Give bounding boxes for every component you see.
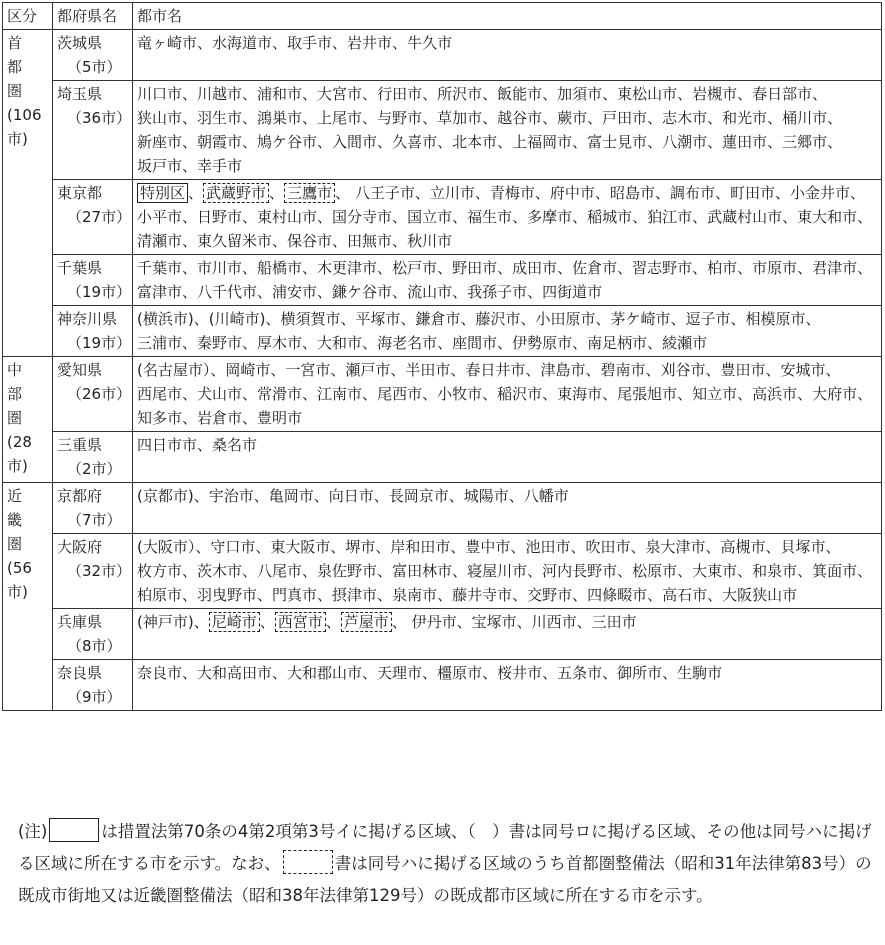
city-name: 座間市、 [452,334,513,352]
prefecture-cell [53,534,133,609]
city-name: 飯能市、 [497,85,558,103]
boxed-city [284,183,350,203]
city-name: 門真市、 [272,586,333,604]
city-name: 富田林市、 [392,562,468,580]
prefecture-count: （2市） [67,460,122,478]
city-name: 厚木市、 [257,334,318,352]
city-name: 大阪狭山市 [722,586,798,604]
city-name: 市川市、 [197,259,258,277]
city-name: 清瀬市、 [137,232,198,250]
city-name: 藤沢市、 [475,310,536,328]
city-name: 大和市、 [317,334,378,352]
cities-cell [133,180,882,255]
city-name: 越谷市、 [497,109,558,127]
dashed-boxed-city-name: 武蔵野市 [203,183,269,203]
city-name: 羽生市、 [197,109,258,127]
boxed-city [341,612,407,632]
cities-cell [133,357,882,432]
city-separator: 、 [259,613,275,631]
cities-cell [133,660,882,711]
city-name: 貝塚市、 [780,538,841,556]
city-name: 東久留米市、 [197,232,288,250]
city-separator: 、 [391,613,407,631]
city-name: 野田市、 [452,259,513,277]
city-name: 大和郡山市、 [287,664,378,682]
region-label: 首 都 圏 (106 市) [7,34,42,148]
city-name: 浦和市、 [257,85,318,103]
city-name: 枚方市、 [137,562,198,580]
dashed-box-legend-icon [283,850,333,874]
city-name: 戸田市、 [602,109,663,127]
city-name: 国立市、 [407,208,468,226]
city-name: 岸和田市、 [390,538,466,556]
note-part2: 書は同号ハに掲げる区域のうち首都圏整備法（昭和31年法律第83号）の既成市街地又は近畿圏整備法（昭和38年法律第129号）の既成都市区域に所在する市を示す。 [18,854,872,905]
prefecture-name: 三重県 [57,436,103,454]
prefecture-name: 茨城県 [57,34,103,52]
city-name: 高浜市、 [752,385,813,403]
city-name: 市原市、 [752,259,813,277]
city-name: (川崎市)、 [208,310,281,328]
prefecture-count: （32市） [67,562,132,580]
city-name: 小平市、 [137,208,198,226]
city-name: 坂戸市、 [137,157,198,175]
city-name: 生駒市 [677,664,723,682]
city-name: 千葉市、 [137,259,198,277]
city-name: 牛久市 [407,34,453,52]
city-name: 和光市、 [722,109,783,127]
city-name: 豊明市 [257,409,303,427]
city-name: 寝屋川市、 [467,562,543,580]
region-label: 近 畿 圏 (56 市) [7,487,32,601]
city-name: 羽曳野市、 [197,586,273,604]
city-name: 常滑市、 [257,385,318,403]
city-name: 岡崎市、 [225,361,286,379]
city-name: 吹田市、 [585,538,646,556]
city-name: 向日市、 [328,487,389,505]
city-separator: 、 [269,184,285,202]
table-row [3,306,882,357]
city-name: 田無市、 [347,232,408,250]
region-cell [3,30,53,357]
city-name: 我孫子市、 [467,283,543,301]
table-row [3,534,882,609]
city-name: 東松山市、 [617,85,693,103]
prefecture-count: （19市） [67,334,132,352]
city-name: 西尾市、 [137,385,198,403]
region-cell [3,357,53,483]
city-name: 八潮市、 [662,133,723,151]
city-name: 草加市、 [437,109,498,127]
prefecture-count: （7市） [67,511,122,529]
city-name: 鴻巣市、 [257,109,318,127]
city-name: 刈谷市、 [660,361,721,379]
city-separator: 、 [325,613,341,631]
prefecture-cell [53,180,133,255]
city-name: 瀬戸市、 [345,361,406,379]
city-name: 福生市、 [467,208,528,226]
city-name: 大宮市、 [317,85,378,103]
city-name: 宝塚市、 [471,613,532,631]
prefecture-cell [53,306,133,357]
city-name: 和泉市、 [752,562,813,580]
city-name: 四日市市、 [137,436,213,454]
table-row [3,609,882,660]
city-name: 泉大津市、 [645,538,721,556]
city-name: 狛江市、 [647,208,708,226]
city-name: 尾西市、 [377,385,438,403]
city-name: 日野市、 [197,208,258,226]
city-name: 一宮市、 [285,361,346,379]
city-name: 柏市、 [707,259,753,277]
city-name: 相模原市、 [745,310,821,328]
cities-cell [133,306,882,357]
city-name: 朝霞市、 [197,133,258,151]
city-name: 青梅市、 [489,184,550,202]
cities-table [2,2,882,711]
prefecture-count: （36市） [67,109,132,127]
city-separator: 、 [335,184,351,202]
city-name: 亀岡市、 [268,487,329,505]
city-name: 柏原市、 [137,586,198,604]
city-name: 八王子市、 [354,184,430,202]
header-row [3,3,882,30]
city-name: 入間市、 [332,133,393,151]
cities-cell [133,534,882,609]
city-name: 八尾市、 [257,562,318,580]
table-row [3,483,882,534]
city-name: 奈良市、 [137,664,198,682]
city-name: 平塚市、 [355,310,416,328]
city-name: 川越市、 [197,85,258,103]
prefecture-name: 神奈川県 [57,310,118,328]
prefecture-count: （9市） [67,688,122,706]
prefecture-cell [53,81,133,180]
city-name: 幸手市 [197,157,243,175]
prefecture-count: （8市） [67,637,122,655]
cities-cell [133,483,882,534]
city-name: 取手市、 [287,34,348,52]
prefecture-name: 奈良県 [57,664,103,682]
cities-cell [133,81,882,180]
city-name: 犬山市、 [197,385,258,403]
city-name: 水海道市、 [212,34,288,52]
note-prefix: (注) [18,822,48,841]
city-name: 東村山市、 [257,208,333,226]
city-name: 藤井寺市、 [452,586,528,604]
prefecture-name: 埼玉県 [57,85,103,103]
city-name: 交野市、 [527,586,588,604]
prefecture-count: （26市） [67,385,132,403]
city-name: 町田市、 [729,184,790,202]
city-name: 富津市、 [137,283,198,301]
city-name: 知多市、 [137,409,198,427]
city-name: 東大和市、 [797,208,873,226]
city-name: 東大阪市、 [270,538,346,556]
city-name: 鎌倉市、 [415,310,476,328]
city-name: 桶川市、 [782,109,843,127]
prefecture-cell [53,483,133,534]
boxed-city [203,183,284,203]
city-name: 逗子市、 [685,310,746,328]
city-name: 松戸市、 [392,259,453,277]
city-name: 伊丹市、 [411,613,472,631]
table-row [3,30,882,81]
city-name: 武蔵村山市、 [707,208,798,226]
city-name: 久喜市、 [392,133,453,151]
dashed-boxed-city-name: 三鷹市 [284,183,335,203]
prefecture-cell [53,30,133,81]
city-name: 春日部市、 [752,85,828,103]
city-name: 安城市、 [780,361,841,379]
solid-box-legend-icon [49,818,99,842]
prefecture-cell [53,432,133,483]
prefecture-count: （27市） [67,208,132,226]
table-row [3,255,882,306]
city-name: 八千代市、 [197,283,273,301]
prefecture-cell [53,255,133,306]
city-name: 習志野市、 [632,259,708,277]
city-name: (名古屋市）、 [137,361,226,379]
city-name: 鳩ケ谷市、 [257,133,333,151]
prefecture-name: 東京都 [57,184,103,202]
city-name: 松原市、 [632,562,693,580]
city-name: 伊勢原市、 [512,334,588,352]
city-name: 城陽市、 [463,487,524,505]
table-row [3,660,882,711]
city-name: 与野市、 [377,109,438,127]
note-part1: は措置法第70条の4第2項第3号イに掲げる区域、（ ）書は同号ロに掲げる区域、その他は同号ハに掲げる区域に所在する市を示す。なお、 [18,822,872,873]
city-name: 昭島市、 [609,184,670,202]
city-name: 秦野市、 [197,334,258,352]
city-name: 宇治市、 [208,487,269,505]
city-name: 高槻市、 [720,538,781,556]
city-name: 君津市、 [812,259,873,277]
city-name: 小牧市、 [437,385,498,403]
city-name: 調布市、 [669,184,730,202]
city-name: 河内長野市、 [542,562,633,580]
city-name: 国分寺市、 [332,208,408,226]
solid-boxed-city-name: 特別区 [137,183,188,203]
table-row [3,81,882,180]
city-name: 鎌ケ谷市、 [332,283,408,301]
city-name: 志木市、 [662,109,723,127]
dashed-boxed-city-name: 尼崎市 [209,612,260,632]
city-name: 茨木市、 [197,562,258,580]
city-name: 稲沢市、 [497,385,558,403]
city-name: 桑名市 [212,436,258,454]
city-name: 流山市、 [407,283,468,301]
city-name: 府中市、 [549,184,610,202]
city-name: 立川市、 [429,184,490,202]
city-name: 三田市 [591,613,637,631]
prefecture-cell [53,357,133,432]
city-name: 長岡京市、 [388,487,464,505]
prefecture-name: 兵庫県 [57,613,103,631]
city-name: 北本市、 [452,133,513,151]
table-row [3,180,882,255]
city-name: 新座市、 [137,133,198,151]
prefecture-name: 大阪府 [57,538,103,556]
city-name: 尾張旭市、 [617,385,693,403]
city-name: 箕面市、 [812,562,873,580]
city-name: 海老名市、 [377,334,453,352]
city-name: 行田市、 [377,85,438,103]
cities-cell [133,255,882,306]
cities-cell [133,609,882,660]
city-name: 大和高田市、 [197,664,288,682]
city-name: 富士見市、 [587,133,663,151]
city-name: 南足柄市、 [587,334,663,352]
city-name: 岩槻市、 [692,85,753,103]
city-name: 五条市、 [557,664,618,682]
table-body [3,30,882,711]
city-name: 四條畷市、 [587,586,663,604]
boxed-city [275,612,341,632]
city-name: 豊中市、 [465,538,526,556]
footnote [18,816,880,912]
city-name: 狭山市、 [137,109,198,127]
table-row [3,357,882,432]
header-cities: 都市名 [133,3,882,30]
city-name: 四街道市 [542,283,603,301]
city-name: 船橋市、 [257,259,318,277]
city-name: 蕨市、 [557,109,603,127]
city-name: 御所市、 [617,664,678,682]
city-name: 加須市、 [557,85,618,103]
city-name: 三浦市、 [137,334,198,352]
city-name: 稲城市、 [587,208,648,226]
city-name: 浦安市、 [272,283,333,301]
prefecture-cell [53,609,133,660]
city-name: 高石市、 [662,586,723,604]
city-name: 蓮田市、 [722,133,783,151]
city-name: 池田市、 [525,538,586,556]
city-name: 多摩市、 [527,208,588,226]
city-name: 竜ヶ崎市、 [137,34,213,52]
cities-cell [133,432,882,483]
boxed-city [209,612,275,632]
city-name: 所沢市、 [437,85,498,103]
prefecture-count: （19市） [67,283,132,301]
region-cell [3,483,53,711]
city-name: 守口市、 [210,538,271,556]
header-region: 区分 [3,3,53,30]
city-separator: 、 [188,184,204,202]
city-name: 川口市、 [137,85,198,103]
city-name: 津島市、 [540,361,601,379]
city-name: 川西市、 [531,613,592,631]
prefecture-cell [53,660,133,711]
dashed-boxed-city-name: 芦屋市 [341,612,392,632]
city-name: 橿原市、 [437,664,498,682]
city-name: 小金井市、 [789,184,865,202]
city-name: (大阪市）、 [137,538,211,556]
header-prefecture: 都府県名 [53,3,133,30]
city-name: 摂津市、 [332,586,393,604]
city-name: 佐倉市、 [572,259,633,277]
prefecture-name: 京都府 [57,487,103,505]
city-name: 大東市、 [692,562,753,580]
city-name: 泉佐野市、 [317,562,393,580]
city-name: 東海市、 [557,385,618,403]
city-name: 三郷市、 [782,133,843,151]
city-name: 江南市、 [317,385,378,403]
boxed-city [137,183,203,203]
prefecture-name: 愛知県 [57,361,103,379]
city-name: 茅ケ崎市、 [610,310,686,328]
city-name: 小田原市、 [535,310,611,328]
city-name: 岩倉市、 [197,409,258,427]
city-name: (京都市)、 [137,487,209,505]
city-name: 春日井市、 [465,361,541,379]
city-name: 半田市、 [405,361,466,379]
region-label: 中 部 圏 (28 市) [7,361,32,475]
city-name: 桜井市、 [497,664,558,682]
city-name: 保谷市、 [287,232,348,250]
city-name: 八幡市 [523,487,569,505]
city-name: 木更津市、 [317,259,393,277]
cities-cell [133,30,882,81]
city-name: (神戸市)、 [137,613,209,631]
dashed-boxed-city-name: 西宮市 [275,612,326,632]
prefecture-name: 千葉県 [57,259,103,277]
table-row [3,432,882,483]
prefecture-count: （5市） [67,58,122,76]
city-name: 碧南市、 [600,361,661,379]
city-name: 堺市、 [345,538,391,556]
city-name: 天理市、 [377,664,438,682]
city-name: 豊田市、 [720,361,781,379]
city-name: 泉南市、 [392,586,453,604]
city-name: 上福岡市、 [512,133,588,151]
city-name: (横浜市)、 [137,310,209,328]
city-name: 知立市、 [692,385,753,403]
city-name: 岩井市、 [347,34,408,52]
city-name: 秋川市 [407,232,453,250]
city-name: 上尾市、 [317,109,378,127]
city-name: 大府市、 [812,385,873,403]
city-name: 横須賀市、 [280,310,356,328]
city-name: 綾瀬市 [662,334,708,352]
city-name: 成田市、 [512,259,573,277]
